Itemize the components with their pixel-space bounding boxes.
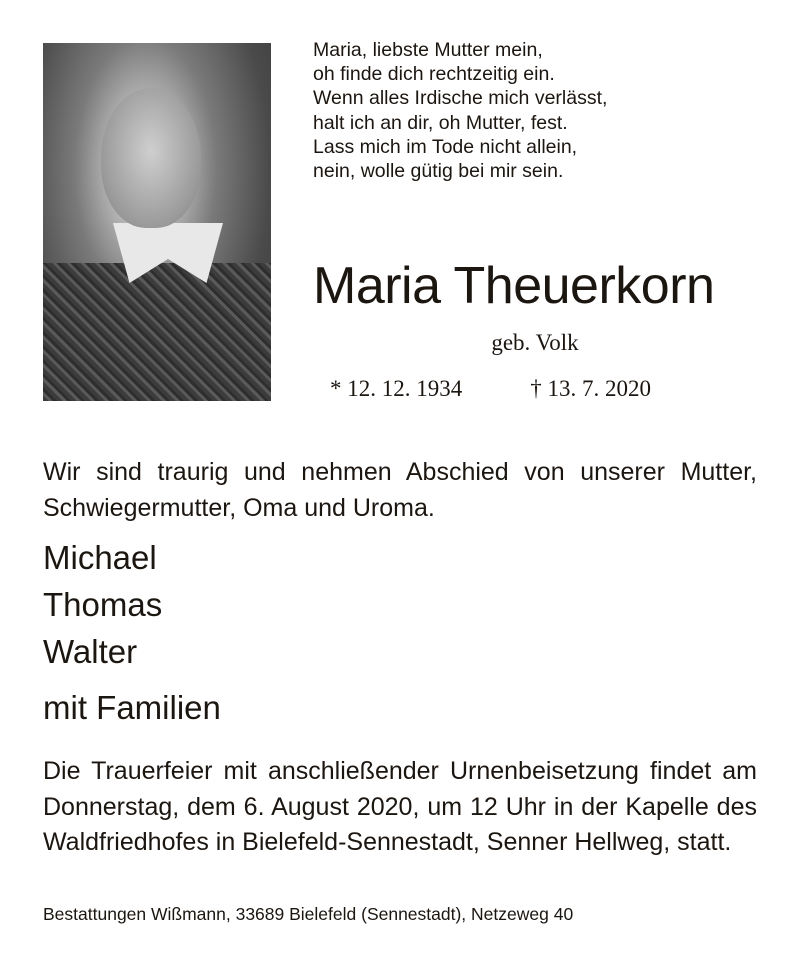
life-dates (330, 376, 719, 402)
mourner: Walter (43, 633, 138, 670)
mourner: Michael (43, 539, 157, 576)
deceased-name: Maria Theuerkorn (313, 257, 715, 315)
poem-line: halt ich an dir, oh Mutter, fest. (313, 111, 568, 134)
funeral-home-footer: Bestattungen Wißmann, 33689 Bielefeld (Sennestadt), Netzeweg 40 (43, 904, 574, 924)
intro-text: Wir sind traurig und nehmen Abschied von unserer Mutter, Schwiegermutter, Oma und Uroma. (43, 458, 757, 522)
poem-line: nein, wolle gütig bei mir sein. (313, 160, 564, 183)
ceremony-text: Die Trauerfeier mit anschließender Urnenbeisetzung findet am Donnerstag, dem 6. August 2020, um 12 Uhr in der Kapelle des Waldfriedhofes in Bielefeld-Sennestadt, Senner Hellweg, statt. (43, 757, 757, 856)
mourner: mit Familien (43, 689, 221, 726)
poem-line: Lass mich im Tode nicht allein, (313, 135, 578, 158)
poem (313, 38, 607, 183)
maiden-name: geb. Volk (491, 330, 579, 355)
death-date: † 13. 7. 2020 (530, 376, 651, 401)
portrait-photo (43, 43, 271, 401)
mourners-list (43, 534, 221, 731)
poem-line: oh finde dich rechtzeitig ein. (313, 63, 555, 86)
poem-line: Wenn alles Irdische mich verlässt, (313, 87, 608, 110)
birth-date: * 12. 12. 1934 (330, 376, 463, 401)
mourner: Thomas (43, 586, 163, 623)
poem-line: Maria, liebste Mutter mein, (313, 39, 543, 61)
